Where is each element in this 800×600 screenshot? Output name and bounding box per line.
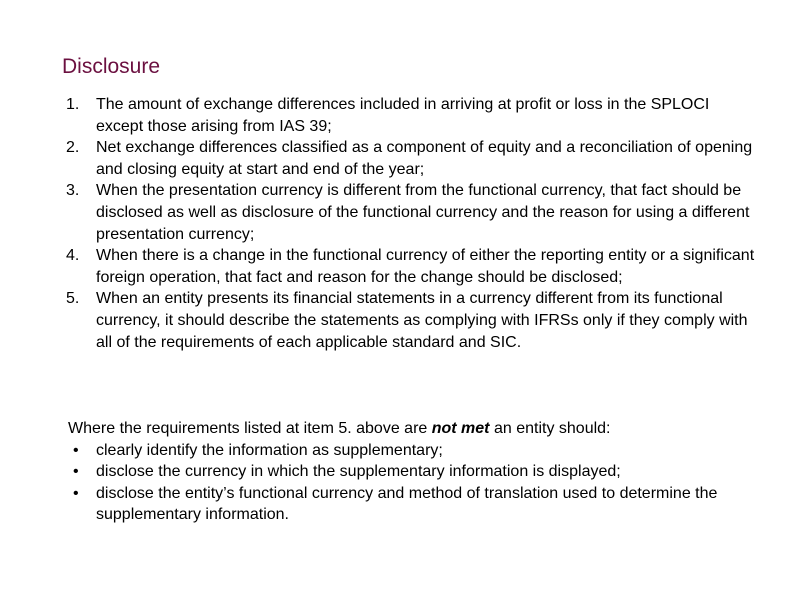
list-item-number: 3.	[66, 182, 80, 200]
list-item-number: 5.	[66, 290, 80, 308]
intro-text-before: Where the requirements listed at item 5. above are	[68, 420, 432, 437]
bullet-item	[68, 440, 758, 462]
list-item-text: When the presentation currency is different from the functional currency, that fact should be disclosed as well as disclosure of the functional currency and the reason for using a different presentation currency;	[96, 182, 750, 243]
bullet-icon: •	[73, 463, 79, 481]
intro-text-after: an entity should:	[489, 420, 611, 437]
list-item-text: When an entity presents its financial statements in a currency different from its functional currency, it should describe the statements as complying with IFRSs only if they comply with all of the requirements of each applicable standard and SIC.	[96, 290, 748, 351]
bullet-item-text: clearly identify the information as supplementary;	[96, 441, 443, 459]
list-item-number: 2.	[66, 139, 80, 157]
page-title: Disclosure	[62, 55, 161, 78]
list-item	[66, 245, 756, 288]
bullet-item-text: disclose the entity’s functional currency and method of translation used to determine the supplementary information.	[96, 484, 718, 524]
bullet-item	[68, 483, 758, 526]
intro-paragraph	[68, 418, 758, 440]
list-item	[66, 94, 756, 137]
bullet-item-text: disclose the currency in which the supplementary information is displayed;	[96, 463, 621, 481]
list-item-text: When there is a change in the functional currency of either the reporting entity or a significant foreign operation, that fact and reason for the change should be disclosed;	[96, 247, 755, 286]
bullet-item	[68, 461, 758, 483]
list-item	[66, 288, 756, 353]
bullet-icon: •	[73, 484, 79, 502]
list-item	[66, 137, 756, 180]
bullet-list	[68, 440, 758, 526]
numbered-list	[66, 94, 756, 353]
list-item-number: 1.	[66, 96, 80, 113]
list-item-text: Net exchange differences classified as a component of equity and a reconciliation of opening and closing equity at start and end of the year;	[96, 139, 753, 178]
list-item	[66, 180, 756, 245]
list-item-text: The amount of exchange differences included in arriving at profit or loss in the SPLOCI except those arising from IAS 39;	[96, 96, 710, 135]
bullet-icon: •	[73, 441, 79, 459]
list-item-number: 4.	[66, 247, 80, 265]
intro-emphasis: not met	[431, 420, 490, 437]
